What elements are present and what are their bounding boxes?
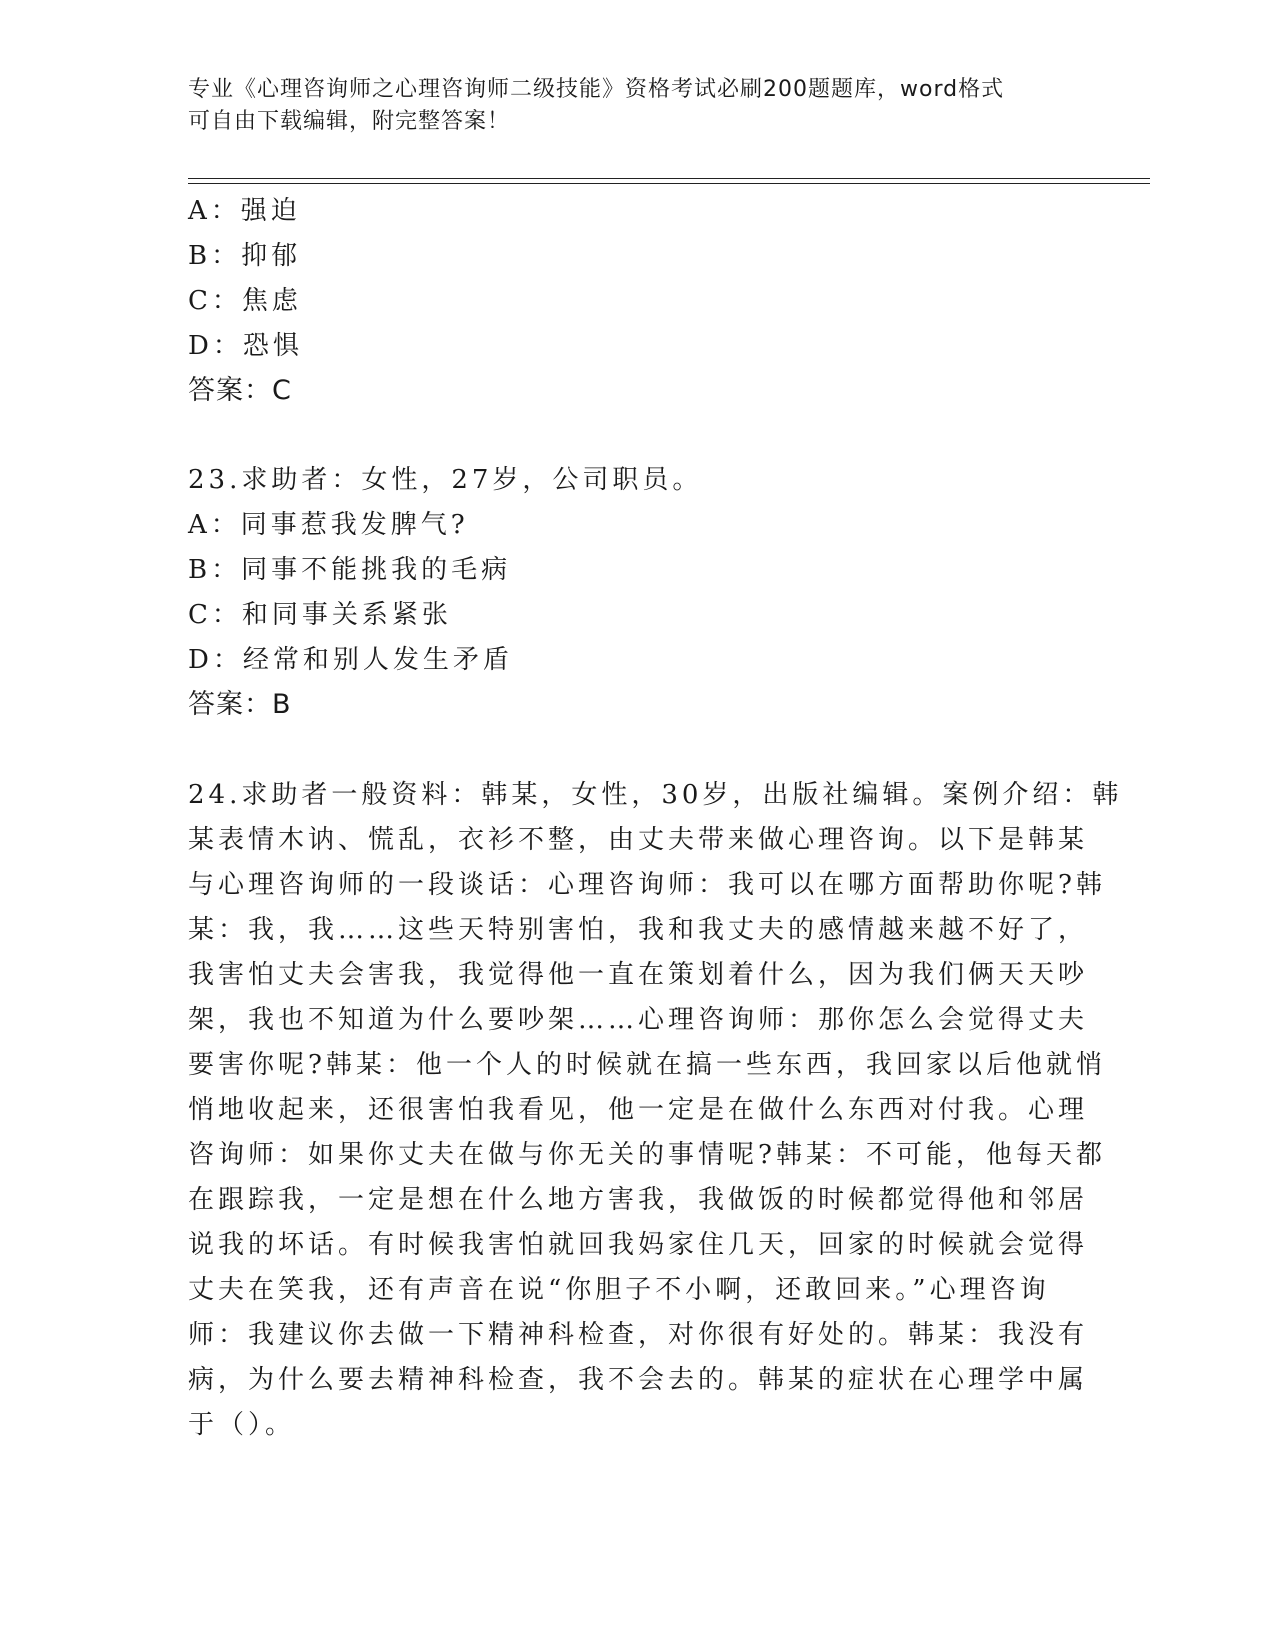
question-24-line: 于（）。 <box>188 1410 296 1440</box>
document-header <box>188 74 1078 138</box>
question-24-line: 悄地收起来，还很害怕我看见，他一定是在做什么东西对付我。心理 <box>188 1095 1089 1125</box>
answer-label: 答案：C <box>188 375 292 406</box>
option-d: D：恐惧 <box>188 331 303 361</box>
header-divider-top <box>188 178 1150 179</box>
question-24-line: 某表情木讷、慌乱，衣衫不整，由丈夫带来做心理咨询。以下是韩某 <box>188 825 1089 855</box>
option-c: C：焦虑 <box>188 286 302 316</box>
question-24-line: 师：我建议你去做一下精神科检查，对你很有好处的。韩某：我没有 <box>188 1320 1089 1350</box>
option-b: B：抑郁 <box>188 241 302 271</box>
option-a: A：强迫 <box>188 196 301 226</box>
option-a: A：同事惹我发脾气? <box>188 510 469 540</box>
question-24-line: 与心理咨询师的一段谈话：心理咨询师：我可以在哪方面帮助你呢?韩 <box>188 870 1106 900</box>
option-c: C：和同事关系紧张 <box>188 600 452 630</box>
question-24-line: 某：我，我……这些天特别害怕，我和我丈夫的感情越来越不好了， <box>188 915 1089 945</box>
header-title-line2: 可自由下载编辑，附完整答案！ <box>188 109 511 134</box>
question-24-line: 我害怕丈夫会害我，我觉得他一直在策划着什么，因为我们俩天天吵 <box>188 960 1089 990</box>
header-divider-bottom <box>188 183 1150 184</box>
question-24-line: 丈夫在笑我，还有声音在说“你胆子不小啊，还敢回来。”心理咨询 <box>188 1275 1050 1305</box>
option-d: D：经常和别人发生矛盾 <box>188 645 513 675</box>
answer-label: 答案：B <box>188 689 292 720</box>
question-24-line: 要害你呢?韩某：他一个人的时候就在搞一些东西，我回家以后他就悄 <box>188 1050 1106 1080</box>
header-title-line1: 专业《心理咨询师之心理咨询师二级技能》资格考试必刷200题题库，word格式 <box>188 77 1005 102</box>
question-24-line: 24.求助者一般资料：韩某，女性，30岁，出版社编辑。案例介绍：韩 <box>188 780 1123 810</box>
question-24-line: 病，为什么要去精神科检查，我不会去的。韩某的症状在心理学中属 <box>188 1365 1089 1395</box>
question-24-line: 说我的坏话。有时候我害怕就回我妈家住几天，回家的时候就会觉得 <box>188 1230 1089 1260</box>
question-24-line: 架，我也不知道为什么要吵架……心理咨询师：那你怎么会觉得丈夫 <box>188 1005 1089 1035</box>
question-stem: 23.求助者：女性，27岁，公司职员。 <box>188 465 703 495</box>
question-24-line: 咨询师：如果你丈夫在做与你无关的事情呢?韩某：不可能，他每天都 <box>188 1140 1106 1170</box>
question-24-line: 在跟踪我，一定是想在什么地方害我，我做饭的时候都觉得他和邻居 <box>188 1185 1089 1215</box>
option-b: B：同事不能挑我的毛病 <box>188 555 512 585</box>
